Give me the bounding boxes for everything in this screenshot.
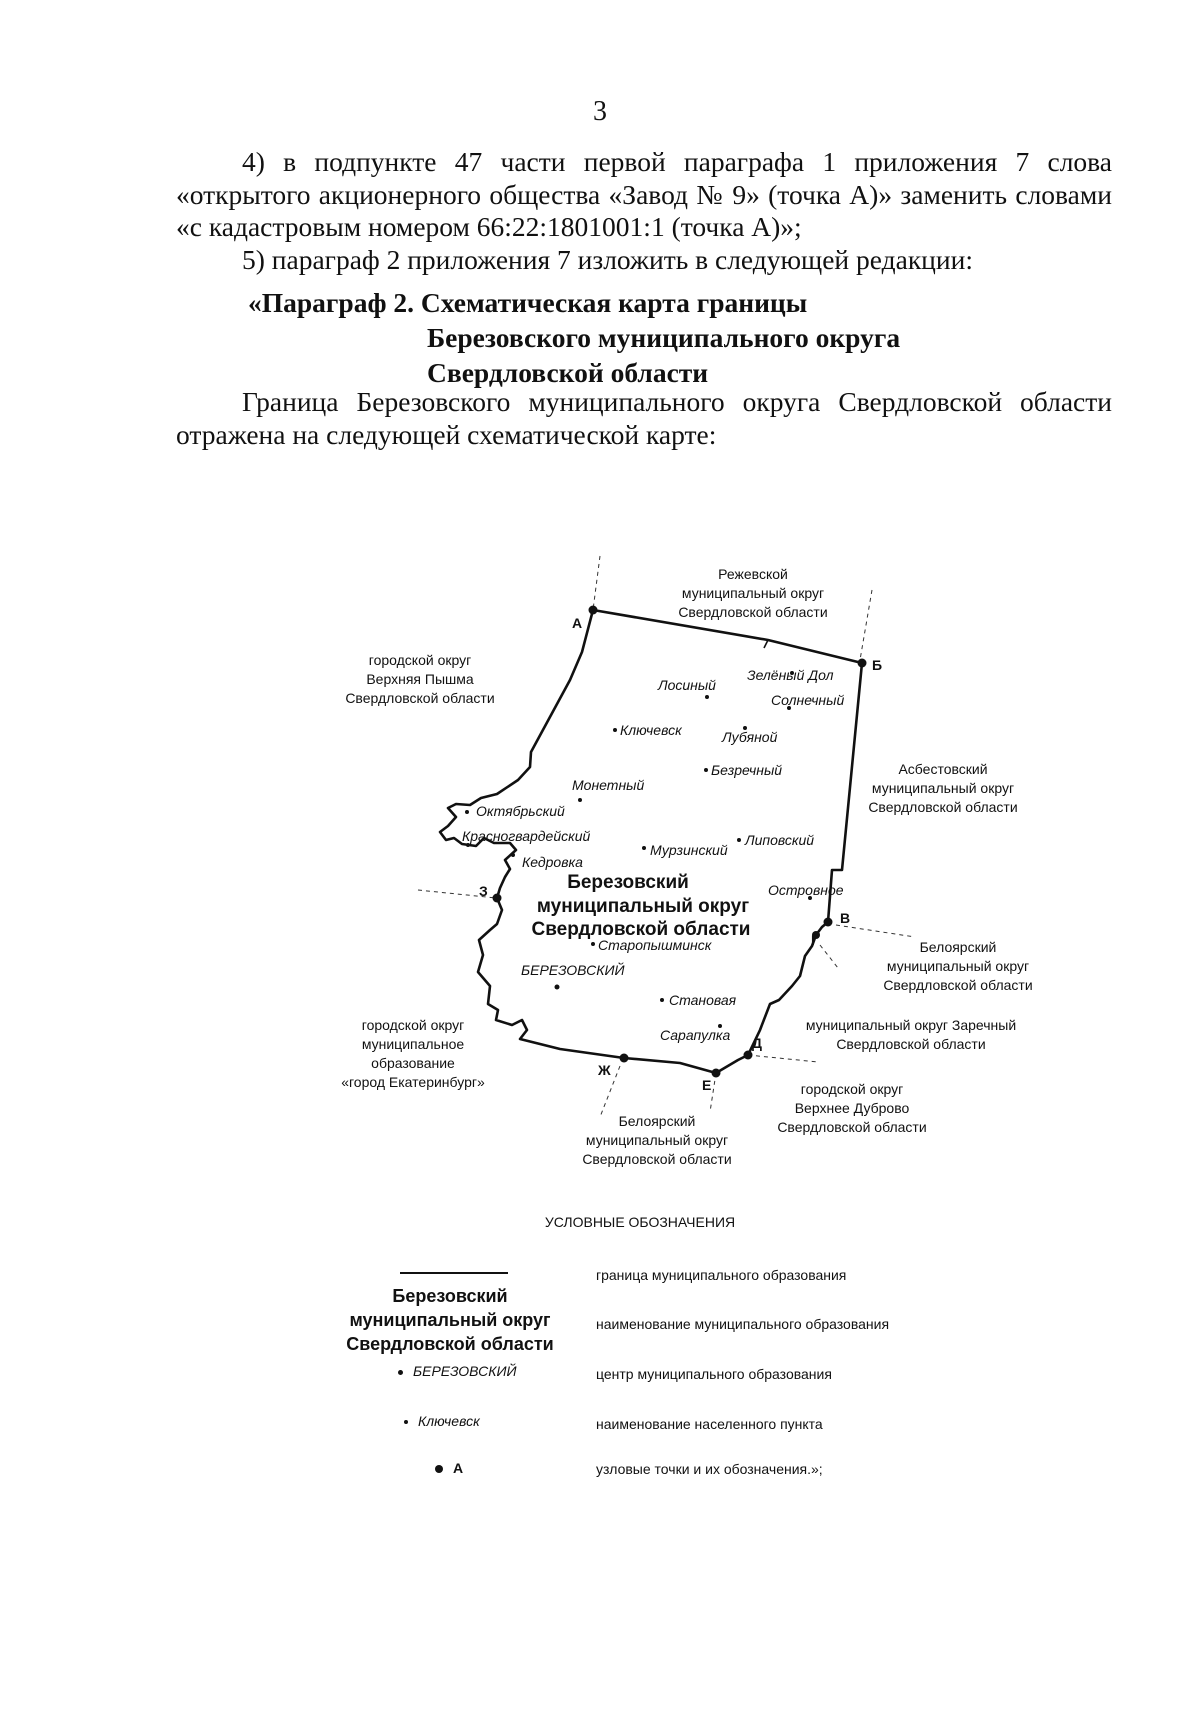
settlement-berezovsky: БЕРЕЗОВСКИЙ	[521, 962, 625, 978]
point-b-label: Б	[872, 657, 883, 673]
settlement-dot-oktyabrsky	[465, 810, 469, 814]
legend-name-line-2: муниципальный округ	[349, 1310, 551, 1330]
legend-settlement-text: Ключевск	[418, 1413, 480, 1429]
neighbor-beloyar-south-line-2: муниципальный округ	[585, 1132, 729, 1148]
neighbor-zarechny-line-1: муниципальный округ Заречный	[805, 1017, 1017, 1033]
settlement-lipovsky: Липовский	[745, 832, 815, 848]
settlement-bezrechny: Безречный	[711, 762, 783, 778]
neighbor-beloyar-south-line-1: Белоярский	[618, 1113, 696, 1129]
dash-line-b	[860, 590, 872, 660]
neighbor-rezh-line-2: муниципальный округ	[681, 585, 825, 601]
point-a-label: А	[572, 615, 583, 631]
settlement-dot-murzinsky	[642, 846, 646, 850]
boundary-tick	[764, 640, 768, 648]
legend-settlement-dot	[404, 1420, 408, 1424]
neighbor-asbest	[868, 761, 1017, 815]
settlement-dot-kedrovka	[511, 853, 515, 857]
settlement-klyuchevsk: Ключевск	[620, 722, 682, 738]
neighbor-ekb-line-4: «город Екатеринбург»	[341, 1074, 485, 1090]
legend-settlement-desc: наименование населенного пункта	[596, 1416, 823, 1432]
neighbor-beloyar-south-line-3: Свердловской области	[582, 1151, 732, 1167]
point-d-label: Д	[752, 1035, 762, 1051]
settlement-dot-berezovsky	[555, 985, 560, 990]
legend-name-line-3: Свердловской области	[346, 1334, 554, 1354]
dash-line-g	[820, 945, 838, 968]
settlement-oktyabrsky: Октябрьский	[476, 803, 565, 819]
paragraph-5: 5) параграф 2 приложения 7 изложить в следующей редакции:	[242, 244, 973, 275]
neighbor-dubrovo	[777, 1081, 926, 1135]
settlement-krasnogvardeysky: Красногвардейский	[462, 828, 591, 844]
settlement-solnechny: Солнечный	[771, 692, 845, 708]
paragraph-4: 4) в подпункте 47 части первой параграфа 1 приложения 7 слова «открытого акционерного общества «Завод № 9» (точка А)» заменить словами «с кадастровым номером 66:22:1801001:1 (точка А)»;	[176, 146, 1112, 242]
page-number: 3	[593, 96, 607, 127]
dash-line-a	[593, 556, 600, 610]
settlement-zeleny-dol: Зелёный Дол	[747, 667, 834, 683]
legend-center-dot	[398, 1370, 403, 1375]
neighbor-asbest-line-2: муниципальный округ	[871, 780, 1015, 796]
legend-title: УСЛОВНЫЕ ОБОЗНАЧЕНИЯ	[544, 1214, 736, 1230]
point-zh-label: Ж	[598, 1062, 611, 1078]
neighbor-beloyar-south	[582, 1113, 731, 1167]
neighbor-ekb-line-2: муниципальное	[361, 1036, 465, 1052]
main-municipality-name	[532, 872, 751, 940]
point-v-label: В	[840, 910, 851, 926]
main-name-line-1: Березовский	[567, 872, 689, 893]
neighbor-ekb-line-1: городской округ	[361, 1017, 465, 1033]
legend-name-desc: наименование муниципального образования	[596, 1316, 890, 1332]
settlement-dot-monetny	[578, 798, 582, 802]
heading-line-2: Березовского муниципального округа	[427, 322, 901, 353]
neighbor-asbest-line-3: Свердловской области	[868, 799, 1018, 815]
neighbor-rezh	[678, 566, 827, 620]
heading-line-3: Свердловской области	[427, 357, 709, 388]
neighbor-asbest-line-1: Асбестовский	[898, 761, 988, 777]
neighbor-beloyar-east-line-2: муниципальный округ	[886, 958, 1030, 974]
legend-center-sample	[398, 1363, 517, 1379]
neighbor-dubrovo-line-2: Верхнее Дуброво	[794, 1100, 910, 1116]
neighbor-dubrovo-line-1: городской округ	[800, 1081, 904, 1097]
neighbor-beloyar-east-line-3: Свердловской области	[883, 977, 1033, 993]
dash-line-d	[748, 1055, 818, 1062]
legend-name-sample	[330, 1284, 570, 1356]
settlement-dot-staropyshminsk	[591, 942, 595, 946]
point-b-dot	[858, 659, 867, 668]
neighbor-rezh-line-1: Режевской	[718, 566, 788, 582]
legend-point-dot	[435, 1465, 443, 1473]
point-a-dot	[589, 606, 598, 615]
point-zh-dot	[620, 1054, 629, 1063]
point-e-dot	[712, 1069, 721, 1078]
legend-center-desc: центр муниципального образования	[596, 1366, 832, 1382]
settlement-ostrovnoe: Островное	[768, 882, 844, 898]
settlement-kedrovka: Кедровка	[522, 854, 583, 870]
heading-line-1: «Параграф 2. Схематическая карта границы	[248, 287, 808, 318]
settlement-dot-losiny	[705, 695, 709, 699]
settlement-monetny: Монетный	[572, 777, 645, 793]
point-z-label: З	[479, 883, 488, 899]
legend-center-text: БЕРЕЗОВСКИЙ	[413, 1363, 517, 1379]
neighbor-beloyar-east	[883, 939, 1032, 993]
legend-settlement-sample	[404, 1413, 480, 1429]
point-z-dot	[493, 894, 502, 903]
settlement-stanovaya: Становая	[669, 992, 737, 1008]
legend-point-text: А	[453, 1460, 464, 1476]
settlement-staropyshminsk: Старопышминск	[598, 937, 712, 953]
neighbor-pyshma-line-2: Верхняя Пышма	[366, 671, 474, 687]
main-name-line-3: Свердловской области	[531, 919, 751, 940]
neighbor-rezh-line-3: Свердловской области	[678, 604, 828, 620]
settlement-dot-stanovaya	[660, 998, 664, 1002]
settlement-murzinsky: Мурзинский	[650, 842, 728, 858]
legend-point-sample	[435, 1460, 463, 1476]
neighbor-dubrovo-line-3: Свердловской области	[777, 1119, 927, 1135]
main-name-line-2: муниципальный округ	[536, 896, 750, 917]
intro-paragraph: Граница Березовского муниципального округа Свердловской области отражена на следующей схематической карте:	[176, 386, 1112, 450]
settlement-dot-lipovsky	[737, 838, 741, 842]
neighbor-pyshma	[345, 652, 494, 706]
neighbor-pyshma-line-1: городской округ	[368, 652, 472, 668]
dash-line-v	[836, 925, 915, 937]
point-g-label: Г	[811, 932, 819, 948]
neighbor-ekb	[341, 1017, 485, 1090]
legend-boundary-desc: граница муниципального образования	[596, 1267, 847, 1283]
settlement-lubyanoy: Лубяной	[722, 729, 778, 745]
point-v-dot	[824, 918, 833, 927]
legend-name-line-1: Березовский	[392, 1286, 508, 1306]
legend-boundary-sample	[400, 1272, 508, 1274]
point-d-dot	[744, 1051, 753, 1060]
settlement-dot-klyuchevsk	[613, 728, 617, 732]
neighbor-ekb-line-3: образование	[371, 1055, 455, 1071]
neighbor-zarechny	[806, 1017, 1016, 1052]
settlement-sarapulka: Сарапулка	[660, 1027, 731, 1043]
settlement-dot-bezrechny	[704, 768, 708, 772]
neighbor-zarechny-line-2: Свердловской области	[836, 1036, 986, 1052]
legend-point-desc: узловые точки и их обозначения.»;	[596, 1461, 823, 1477]
neighbor-beloyar-east-line-1: Белоярский	[919, 939, 997, 955]
neighbor-pyshma-line-3: Свердловской области	[345, 690, 495, 706]
settlement-losiny: Лосиный	[658, 677, 716, 693]
point-e-label: Е	[702, 1077, 712, 1093]
